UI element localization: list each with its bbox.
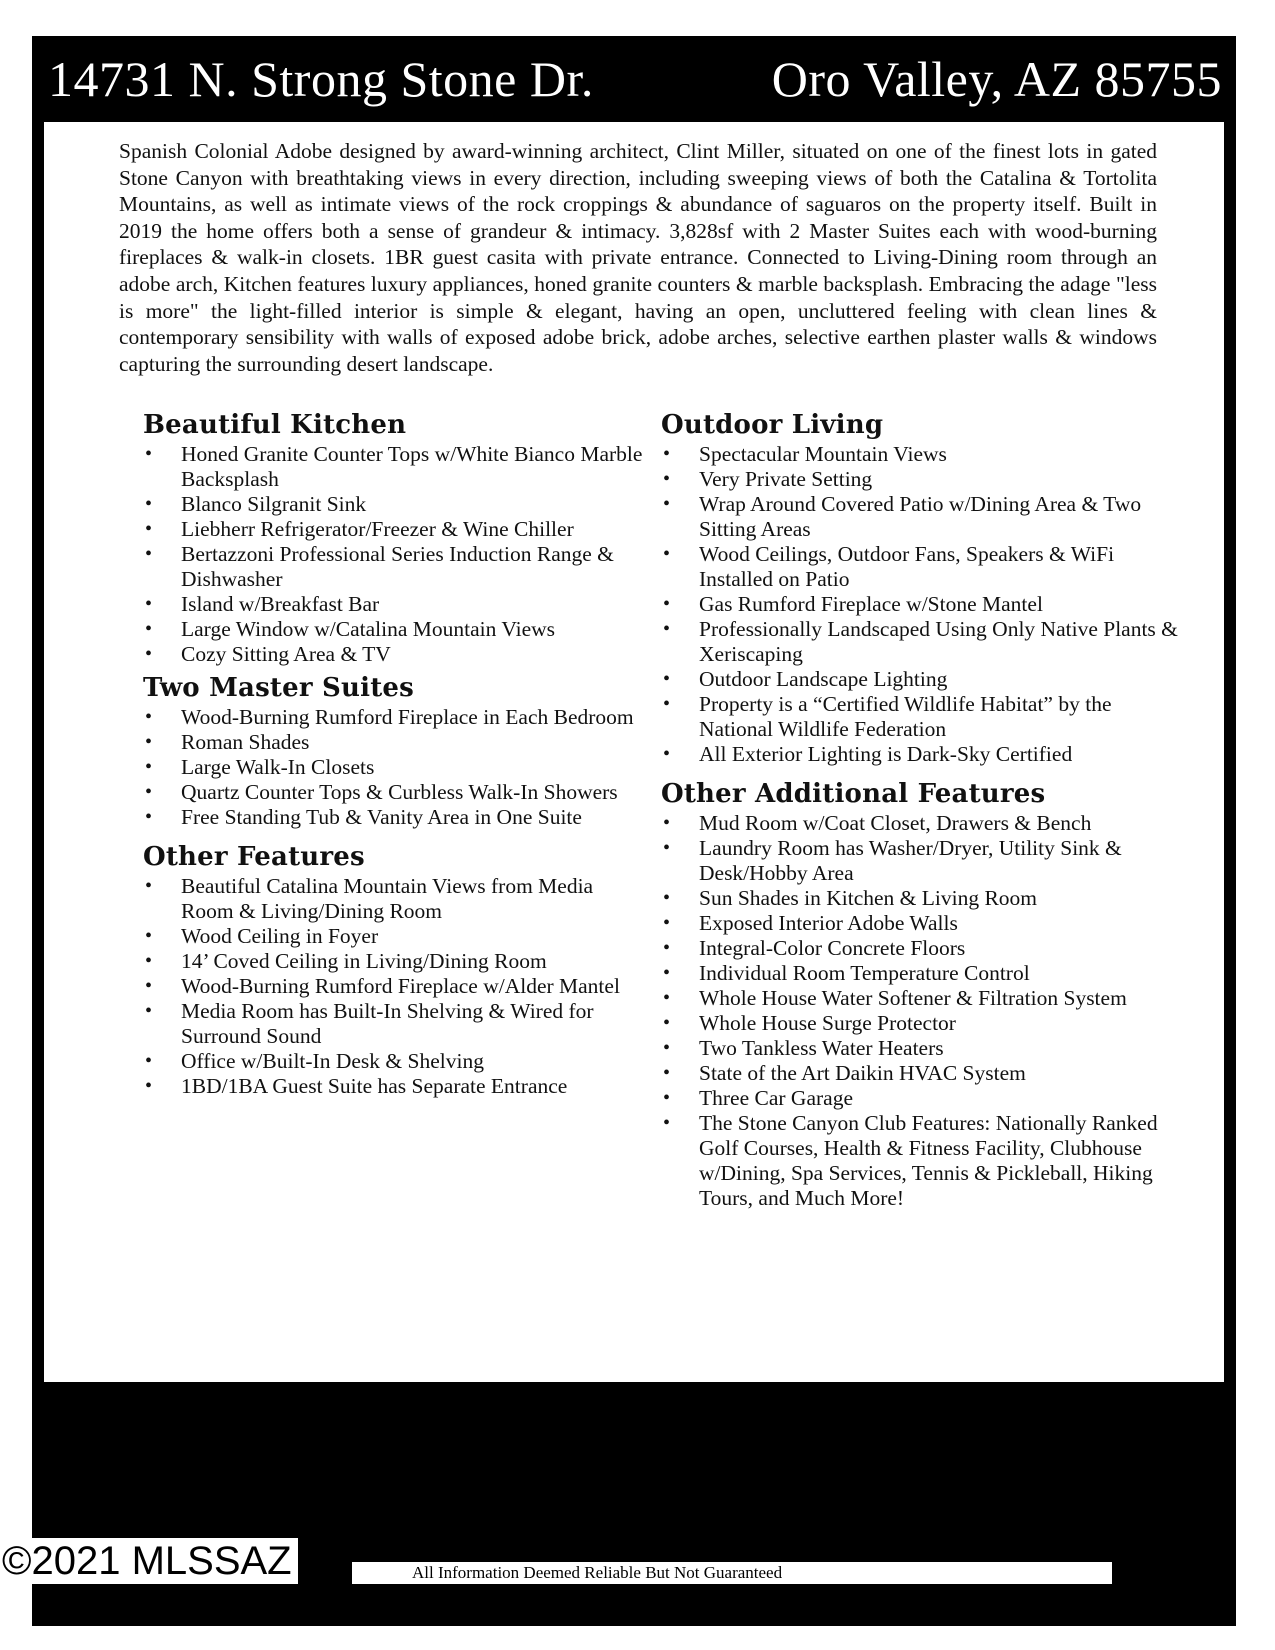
feature-item: • Wood-Burning Rumford Fireplace in Each Bedroom xyxy=(143,705,643,730)
city-state-zip: Oro Valley, AZ 85755 xyxy=(771,51,1222,107)
copyright-notice: ©2021 MLSSAZ xyxy=(0,1538,298,1584)
left-border-rule xyxy=(36,122,39,1382)
feature-item: • Very Private Setting xyxy=(661,467,1181,492)
property-description: Spanish Colonial Adobe designed by award-winning architect, Clint Miller, situated on one of the finest lots in gated Stone Canyon with breathtaking views in every direction, including sweeping views of both the Catalina & Tortolita Mountains, as well as intimate views of the rock croppings & abundance of saguaros on the property itself. Built in 2019 the home offers both a sense of grandeur & intimacy. 3,828sf with 2 Master Suites each with wood-burning fireplaces & walk-in closets. 1BR guest casita with private entrance. Connected to Living-Dining room through an adobe arch, Kitchen features luxury appliances, honed granite counters & marble backsplash. Embracing the adage "less is more" the light-filled interior is simple & elegant, having an open, uncluttered feeling with clean lines & contemporary sensibility with walls of exposed adobe brick, adobe arches, selective earthen plaster walls & windows capturing the surrounding desert landscape. xyxy=(119,139,1157,376)
address-banner xyxy=(32,36,1236,122)
feature-item: • Two Tankless Water Heaters xyxy=(661,1036,1181,1061)
feature-item: • Laundry Room has Washer/Dryer, Utility Sink & Desk/Hobby Area xyxy=(661,836,1181,886)
feature-list xyxy=(143,874,643,1099)
feature-list xyxy=(143,442,643,667)
section-title: Other Additional Features xyxy=(661,779,1046,809)
feature-item: • 1BD/1BA Guest Suite has Separate Entrance xyxy=(143,1074,643,1099)
left-border-rule-inner xyxy=(42,122,43,1382)
section-additional-features xyxy=(661,779,1181,1211)
feature-item: • Large Window w/Catalina Mountain Views xyxy=(143,617,643,642)
feature-item: • 14’ Coved Ceiling in Living/Dining Room xyxy=(143,949,643,974)
right-border-rule-inner xyxy=(1224,122,1225,1382)
right-border-rule xyxy=(1229,122,1232,1382)
feature-item: • All Exterior Lighting is Dark-Sky Certified xyxy=(661,742,1181,767)
section-kitchen xyxy=(143,410,643,667)
feature-item: • Wood-Burning Rumford Fireplace w/Alder Mantel xyxy=(143,974,643,999)
feature-item: • Three Car Garage xyxy=(661,1086,1181,1111)
features-column-left xyxy=(143,410,643,1105)
listing-content xyxy=(44,122,1224,1382)
feature-item: • Island w/Breakfast Bar xyxy=(143,592,643,617)
feature-item: • Whole House Surge Protector xyxy=(661,1011,1181,1036)
feature-item: • Exposed Interior Adobe Walls xyxy=(661,911,1181,936)
feature-item: • Quartz Counter Tops & Curbless Walk-In Showers xyxy=(143,780,643,805)
section-title: Beautiful Kitchen xyxy=(143,410,407,440)
feature-item: • Large Walk-In Closets xyxy=(143,755,643,780)
section-outdoor-living xyxy=(661,410,1181,767)
feature-item: • Gas Rumford Fireplace w/Stone Mantel xyxy=(661,592,1181,617)
feature-item: • Whole House Water Softener & Filtration System xyxy=(661,986,1181,1011)
feature-item: • Office w/Built-In Desk & Shelving xyxy=(143,1049,643,1074)
feature-item: • Roman Shades xyxy=(143,730,643,755)
feature-list xyxy=(143,705,643,830)
feature-item: • Spectacular Mountain Views xyxy=(661,442,1181,467)
feature-item: • Integral-Color Concrete Floors xyxy=(661,936,1181,961)
feature-item: • Blanco Silgranit Sink xyxy=(143,492,643,517)
section-master-suites xyxy=(143,673,643,830)
feature-list xyxy=(661,442,1181,767)
feature-item: • Beautiful Catalina Mountain Views from Media Room & Living/Dining Room xyxy=(143,874,643,924)
street-address: 14731 N. Strong Stone Dr. xyxy=(48,51,594,107)
section-other-features xyxy=(143,842,643,1099)
feature-item: • Wrap Around Covered Patio w/Dining Area & Two Sitting Areas xyxy=(661,492,1181,542)
section-title: Outdoor Living xyxy=(661,410,884,440)
feature-item: • Wood Ceilings, Outdoor Fans, Speakers & WiFi Installed on Patio xyxy=(661,542,1181,592)
feature-list xyxy=(661,811,1181,1211)
feature-item: • State of the Art Daikin HVAC System xyxy=(661,1061,1181,1086)
feature-item: • Wood Ceiling in Foyer xyxy=(143,924,643,949)
feature-item: • Liebherr Refrigerator/Freezer & Wine Chiller xyxy=(143,517,643,542)
feature-item: • Sun Shades in Kitchen & Living Room xyxy=(661,886,1181,911)
feature-item: • Cozy Sitting Area & TV xyxy=(143,642,643,667)
feature-item: • Media Room has Built-In Shelving & Wired for Surround Sound xyxy=(143,999,643,1049)
feature-item: • Individual Room Temperature Control xyxy=(661,961,1181,986)
section-title: Other Features xyxy=(143,842,365,872)
feature-item: • The Stone Canyon Club Features: Nationally Ranked Golf Courses, Health & Fitness Facility, Clubhouse w/Dining, Spa Services, Tennis & Pickleball, Hiking Tours, and Much More! xyxy=(661,1111,1181,1211)
feature-item: • Honed Granite Counter Tops w/White Bianco Marble Backsplash xyxy=(143,442,643,492)
feature-item: • Outdoor Landscape Lighting xyxy=(661,667,1181,692)
feature-item: • Professionally Landscaped Using Only Native Plants & Xeriscaping xyxy=(661,617,1181,667)
disclaimer-text: All Information Deemed Reliable But Not Guaranteed xyxy=(352,1562,1112,1584)
feature-item: • Property is a “Certified Wildlife Habitat” by the National Wildlife Federation xyxy=(661,692,1181,742)
footer-band xyxy=(32,1382,1236,1626)
section-title: Two Master Suites xyxy=(143,673,414,703)
feature-item: • Mud Room w/Coat Closet, Drawers & Bench xyxy=(661,811,1181,836)
feature-item: • Bertazzoni Professional Series Induction Range & Dishwasher xyxy=(143,542,643,592)
features-column-right xyxy=(661,410,1181,1217)
feature-item: • Free Standing Tub & Vanity Area in One Suite xyxy=(143,805,643,830)
